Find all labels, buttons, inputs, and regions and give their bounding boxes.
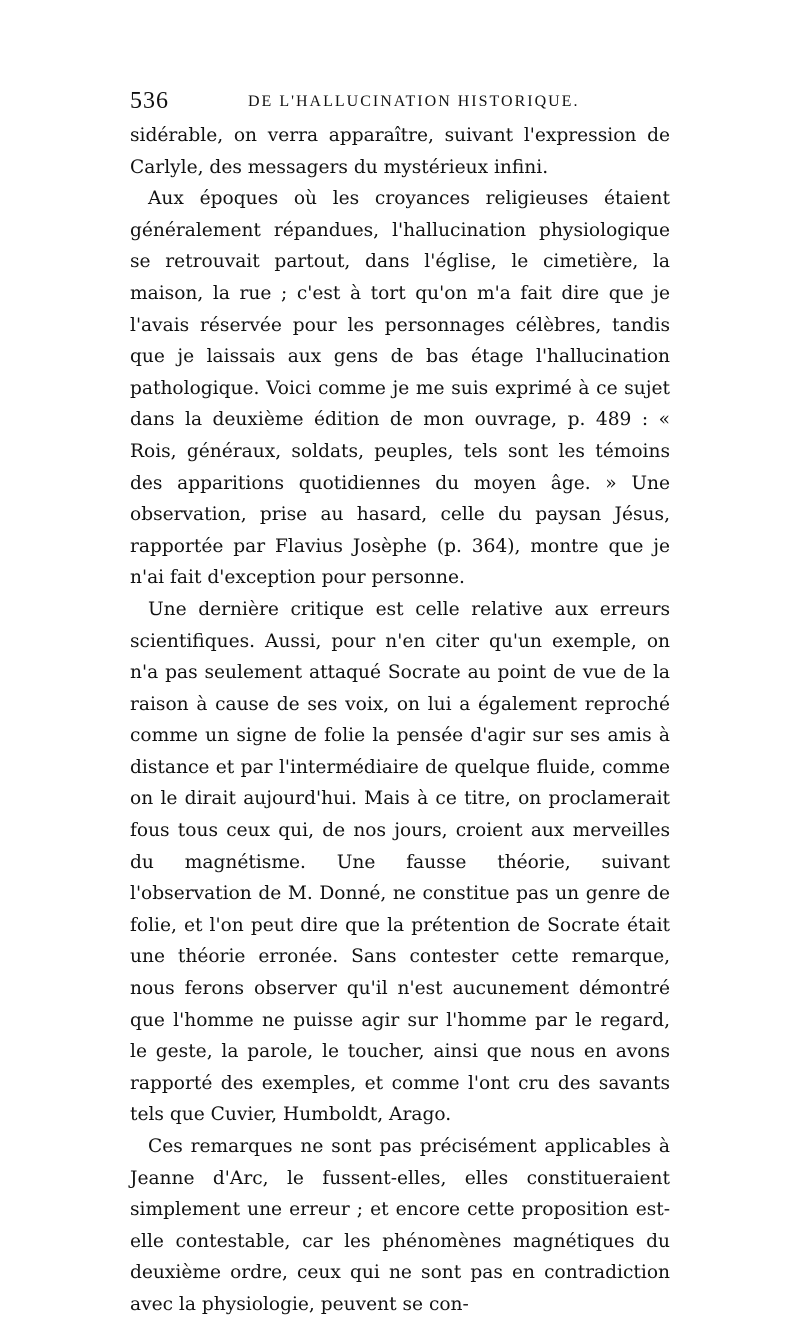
- paragraph-erreurs-scientifiques: Une dernière critique est celle relative aux erreurs scientifiques. Aussi, pour n'en citer qu'un exemple, on n'a pas seulement attaqué Socrate au point de vue de la raison à cause de ses voix, on lui a également reproché comme un signe de folie la pensée d'agir sur ses amis à distance et par l'intermédiaire de quelque fluide, comme on le dirait aujourd'hui. Mais à ce titre, on proclamerait fous tous ceux qui, de nos jours, croient aux merveilles du magnétisme. Une fausse théorie, suivant l'observation de M. Donné, ne constitue pas un genre de folie, et l'on peut dire que la prétention de Socrate était une théorie erronée. Sans contester cette remarque, nous ferons observer qu'il n'est aucunement démontré que l'homme ne puisse agir sur l'homme par le regard, le geste, la parole, le toucher, ainsi que nous en avons rapporté des exemples, et comme l'ont cru des savants tels que Cuvier, Humboldt, Arago.: [130, 598, 670, 1126]
- paragraph-hallucination-physiologique: Aux époques où les croyances religieuses étaient généralement répandues, l'hallucination physiologique se retrouvait partout, dans l'église, le cimetière, la maison, la rue ; c'est à tort qu'on m'a fait dire que je l'avais réservée pour les personnages célèbres, tandis que je laissais aux gens de bas étage l'hallucination pathologique. Voici comme je me suis exprimé à ce sujet dans la deuxième édition de mon ouvrage, p. 489 : « Rois, généraux, soldats, peuples, tels sont les témoins des apparitions quotidiennes du moyen âge. » Une observation, prise au hasard, celle du paysan Jésus, rapportée par Flavius Josèphe (p. 364), montre que je n'ai fait d'exception pour personne.: [130, 188, 670, 589]
- paragraph-continuation: sidérable, on verra apparaître, suivant l'expression de Carlyle, des messagers du mystérieux infini.: [130, 125, 670, 178]
- book-page: [130, 88, 670, 1321]
- paragraph-jeanne-d-arc: Ces remarques ne sont pas précisément applicables à Jeanne d'Arc, le fussent-elles, elles constitueraient simplement une erreur ; et encore cette proposition est-elle contestable, car les phénomènes magnétiques du deuxième ordre, ceux qui ne sont pas en contradiction avec la physiologie, peuvent se con-: [130, 1136, 670, 1315]
- page-number: 536: [130, 88, 169, 114]
- body-text: [130, 120, 670, 1321]
- running-head: [130, 88, 670, 120]
- running-title: DE L'HALLUCINATION HISTORIQUE.: [248, 93, 580, 110]
